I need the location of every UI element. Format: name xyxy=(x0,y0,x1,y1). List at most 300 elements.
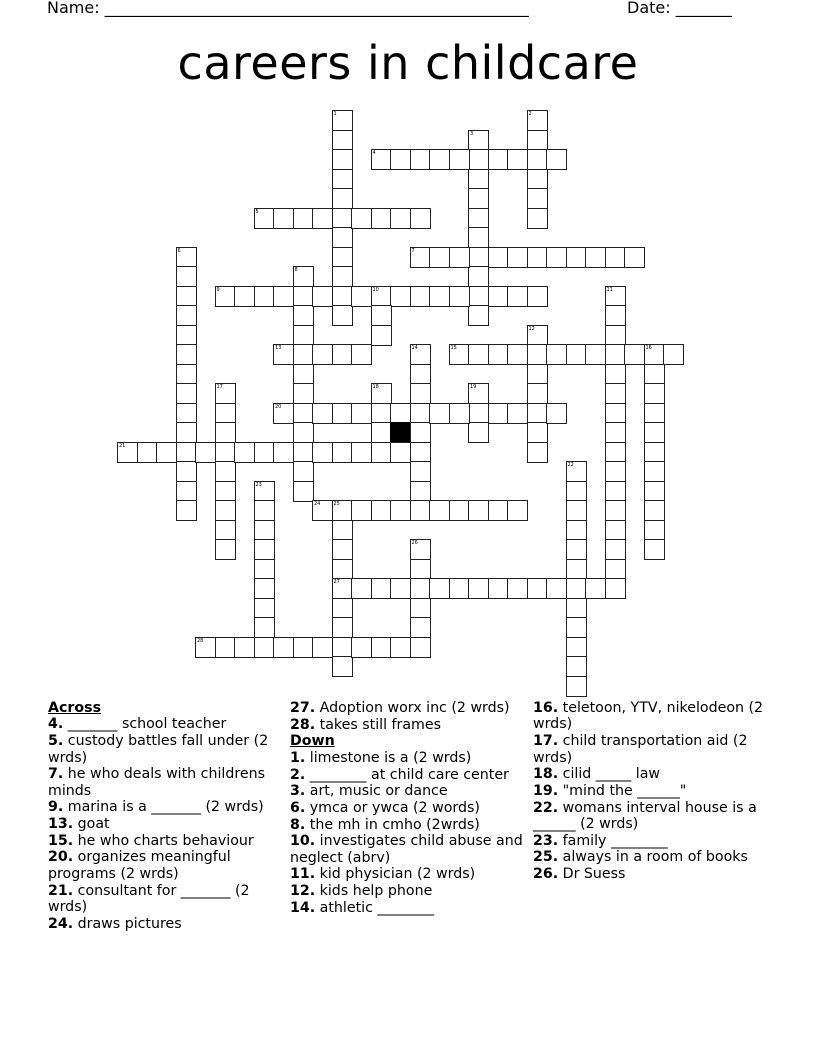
grid-cell[interactable] xyxy=(254,539,275,560)
grid-cell[interactable] xyxy=(176,286,197,307)
grid-cell[interactable] xyxy=(644,403,665,424)
clue xyxy=(48,833,270,849)
clue xyxy=(48,916,270,932)
grid-cell[interactable] xyxy=(215,442,236,463)
clue xyxy=(533,700,769,733)
grid-cell[interactable] xyxy=(293,305,314,326)
grid-cell[interactable] xyxy=(410,637,431,658)
grid-cell[interactable] xyxy=(293,461,314,482)
clue-text: ________ at child care center xyxy=(305,766,509,783)
clue-text: limestone is a (2 wrds) xyxy=(305,749,472,766)
grid-cell[interactable] xyxy=(644,500,665,521)
clue-number: 2. xyxy=(290,766,306,783)
grid-cell[interactable] xyxy=(332,578,353,599)
grid-cell[interactable] xyxy=(468,403,489,424)
grid-cell[interactable] xyxy=(488,500,509,521)
grid-cell[interactable] xyxy=(215,461,236,482)
grid-cell[interactable] xyxy=(546,344,567,365)
clue-number: 5. xyxy=(48,733,64,750)
clue-number: 7. xyxy=(48,766,64,783)
grid-cell[interactable] xyxy=(605,461,626,482)
grid-cell[interactable] xyxy=(624,344,645,365)
grid-cell[interactable] xyxy=(527,422,548,443)
grid-cell[interactable] xyxy=(488,344,509,365)
grid-cell[interactable] xyxy=(351,578,372,599)
grid-cell[interactable] xyxy=(371,325,392,346)
grid-cell[interactable] xyxy=(293,364,314,385)
grid-cell[interactable] xyxy=(176,344,197,365)
grid-cell[interactable] xyxy=(390,637,411,658)
grid-cell[interactable] xyxy=(332,500,353,521)
grid-cell[interactable] xyxy=(429,500,450,521)
grid-cell[interactable] xyxy=(332,344,353,365)
grid-cell[interactable] xyxy=(371,149,392,170)
grid-cell[interactable] xyxy=(312,208,333,229)
grid-cell[interactable] xyxy=(410,500,431,521)
grid-cell[interactable] xyxy=(566,520,587,541)
grid-cell[interactable] xyxy=(176,481,197,502)
clue xyxy=(48,799,270,815)
grid-cell[interactable] xyxy=(176,364,197,385)
grid-cell[interactable] xyxy=(410,208,431,229)
clue-number: 23. xyxy=(533,832,559,849)
grid-cell[interactable] xyxy=(605,286,626,307)
grid-cell[interactable] xyxy=(390,149,411,170)
grid-cell[interactable] xyxy=(527,130,548,151)
grid-cell[interactable] xyxy=(215,637,236,658)
clue-text: organizes meaningful programs (2 wrds) xyxy=(48,849,231,882)
grid-cell[interactable] xyxy=(195,442,216,463)
grid-cell[interactable] xyxy=(468,266,489,287)
grid-cell[interactable] xyxy=(312,500,333,521)
grid-cell[interactable] xyxy=(566,500,587,521)
grid-cell[interactable] xyxy=(566,578,587,599)
grid-cell[interactable] xyxy=(566,559,587,580)
grid-cell[interactable] xyxy=(507,500,528,521)
cell-number: 5 xyxy=(255,208,259,215)
grid-cell[interactable] xyxy=(566,637,587,658)
grid-cell[interactable] xyxy=(605,559,626,580)
grid-cell[interactable] xyxy=(332,247,353,268)
grid-cell[interactable] xyxy=(644,422,665,443)
grid-cell[interactable] xyxy=(468,500,489,521)
grid-cell[interactable] xyxy=(507,247,528,268)
grid-cell[interactable] xyxy=(176,442,197,463)
cell-number: 24 xyxy=(314,501,321,507)
grid-cell[interactable] xyxy=(527,208,548,229)
grid-cell[interactable] xyxy=(527,383,548,404)
grid-cell[interactable] xyxy=(312,344,333,365)
grid-cell[interactable] xyxy=(605,422,626,443)
grid-cell[interactable] xyxy=(312,442,333,463)
cell-number: 4 xyxy=(372,150,376,156)
grid-cell[interactable] xyxy=(254,208,275,229)
grid-cell[interactable] xyxy=(273,442,294,463)
grid-cell[interactable] xyxy=(644,539,665,560)
grid-cell[interactable] xyxy=(410,461,431,482)
grid-cell[interactable] xyxy=(371,422,392,443)
clue-text: ymca or ywca (2 words) xyxy=(305,799,480,816)
grid-cell[interactable] xyxy=(351,286,372,307)
grid-cell[interactable] xyxy=(371,305,392,326)
grid-cell[interactable] xyxy=(449,344,470,365)
grid-cell[interactable] xyxy=(410,617,431,638)
grid-cell[interactable] xyxy=(468,422,489,443)
grid-cell[interactable] xyxy=(605,539,626,560)
grid-cell[interactable] xyxy=(293,383,314,404)
grid-cell[interactable] xyxy=(527,325,548,346)
grid-cell[interactable] xyxy=(605,364,626,385)
grid-cell[interactable] xyxy=(293,442,314,463)
grid-cell[interactable] xyxy=(137,442,158,463)
grid-cell[interactable] xyxy=(293,266,314,287)
grid-cell[interactable] xyxy=(527,578,548,599)
grid-cell[interactable] xyxy=(566,539,587,560)
grid-cell[interactable] xyxy=(176,403,197,424)
grid-cell[interactable] xyxy=(293,403,314,424)
grid-cell[interactable] xyxy=(293,286,314,307)
grid-cell[interactable] xyxy=(527,403,548,424)
clue xyxy=(48,716,270,732)
grid-cell[interactable] xyxy=(566,344,587,365)
grid-cell[interactable] xyxy=(566,617,587,638)
cell-number: 25 xyxy=(333,501,340,507)
grid-cell[interactable] xyxy=(605,520,626,541)
grid-cell[interactable] xyxy=(488,578,509,599)
grid-cell[interactable] xyxy=(215,383,236,404)
grid-cell[interactable] xyxy=(410,559,431,580)
cell-number: 20 xyxy=(275,403,282,410)
grid-cell[interactable] xyxy=(410,364,431,385)
grid-cell[interactable] xyxy=(605,442,626,463)
grid-cell[interactable] xyxy=(371,578,392,599)
grid-cell[interactable] xyxy=(410,578,431,599)
grid-cell[interactable] xyxy=(468,286,489,307)
grid-cell[interactable] xyxy=(527,110,548,131)
grid-cell[interactable] xyxy=(312,403,333,424)
grid-cell[interactable] xyxy=(527,149,548,170)
grid-cell[interactable] xyxy=(234,442,255,463)
grid-cell[interactable] xyxy=(332,539,353,560)
grid-cell[interactable] xyxy=(390,286,411,307)
grid-cell[interactable] xyxy=(273,344,294,365)
grid-cell[interactable] xyxy=(585,247,606,268)
shaded-block xyxy=(390,422,410,442)
grid-cell[interactable] xyxy=(410,422,431,443)
grid-cell[interactable] xyxy=(624,247,645,268)
grid-cell[interactable] xyxy=(546,149,567,170)
grid-cell[interactable] xyxy=(176,247,197,268)
grid-cell[interactable] xyxy=(176,461,197,482)
grid-cell[interactable] xyxy=(254,442,275,463)
grid-cell[interactable] xyxy=(293,481,314,502)
grid-cell[interactable] xyxy=(293,637,314,658)
grid-cell[interactable] xyxy=(644,383,665,404)
grid-cell[interactable] xyxy=(273,208,294,229)
clue-number: 13. xyxy=(48,816,74,833)
grid-cell[interactable] xyxy=(527,442,548,463)
grid-cell[interactable] xyxy=(410,149,431,170)
grid-cell[interactable] xyxy=(215,539,236,560)
grid-cell[interactable] xyxy=(332,442,353,463)
clue xyxy=(290,750,526,766)
grid-cell[interactable] xyxy=(644,442,665,463)
grid-cell[interactable] xyxy=(488,149,509,170)
cell-number: 13 xyxy=(275,345,282,351)
grid-cell[interactable] xyxy=(566,247,587,268)
grid-cell[interactable] xyxy=(527,188,548,209)
grid-cell[interactable] xyxy=(332,559,353,580)
grid-cell[interactable] xyxy=(351,344,372,365)
grid-cell[interactable] xyxy=(644,364,665,385)
grid-cell[interactable] xyxy=(468,227,489,248)
clue-text: child transportation aid (2 wrds) xyxy=(533,733,748,766)
grid-cell[interactable] xyxy=(215,520,236,541)
grid-cell[interactable] xyxy=(390,442,411,463)
clue-number: 6. xyxy=(290,799,306,816)
grid-cell[interactable] xyxy=(312,637,333,658)
grid-cell[interactable] xyxy=(468,344,489,365)
grid-cell[interactable] xyxy=(468,305,489,326)
grid-cell[interactable] xyxy=(390,578,411,599)
grid-cell[interactable] xyxy=(215,422,236,443)
grid-cell[interactable] xyxy=(254,578,275,599)
grid-cell[interactable] xyxy=(449,578,470,599)
grid-cell[interactable] xyxy=(117,442,138,463)
grid-cell[interactable] xyxy=(449,286,470,307)
grid-cell[interactable] xyxy=(332,110,353,131)
clues-column-2 xyxy=(290,700,526,917)
clue-number: 10. xyxy=(290,833,316,850)
grid-cell[interactable] xyxy=(332,188,353,209)
grid-cell[interactable] xyxy=(254,481,275,502)
grid-cell[interactable] xyxy=(293,344,314,365)
grid-cell[interactable] xyxy=(371,286,392,307)
grid-cell[interactable] xyxy=(410,247,431,268)
grid-cell[interactable] xyxy=(527,364,548,385)
cell-number: 6 xyxy=(177,247,181,254)
grid-cell[interactable] xyxy=(410,403,431,424)
grid-cell[interactable] xyxy=(351,442,372,463)
grid-cell[interactable] xyxy=(605,305,626,326)
grid-cell[interactable] xyxy=(410,481,431,502)
grid-cell[interactable] xyxy=(605,500,626,521)
grid-cell[interactable] xyxy=(215,481,236,502)
grid-cell[interactable] xyxy=(254,617,275,638)
grid-cell[interactable] xyxy=(332,598,353,619)
grid-cell[interactable] xyxy=(449,403,470,424)
grid-cell[interactable] xyxy=(468,149,489,170)
grid-cell[interactable] xyxy=(507,286,528,307)
grid-cell[interactable] xyxy=(644,344,665,365)
clue-number: 22. xyxy=(533,799,559,816)
grid-cell[interactable] xyxy=(234,637,255,658)
grid-cell[interactable] xyxy=(468,169,489,190)
grid-cell[interactable] xyxy=(351,637,372,658)
grid-cell[interactable] xyxy=(332,130,353,151)
grid-cell[interactable] xyxy=(410,383,431,404)
grid-cell[interactable] xyxy=(332,305,353,326)
grid-cell[interactable] xyxy=(429,286,450,307)
grid-cell[interactable] xyxy=(293,208,314,229)
grid-cell[interactable] xyxy=(605,481,626,502)
grid-cell[interactable] xyxy=(273,286,294,307)
grid-cell[interactable] xyxy=(195,637,216,658)
grid-cell[interactable] xyxy=(371,637,392,658)
grid-cell[interactable] xyxy=(332,149,353,170)
grid-cell[interactable] xyxy=(176,305,197,326)
grid-cell[interactable] xyxy=(254,559,275,580)
grid-cell[interactable] xyxy=(468,130,489,151)
grid-cell[interactable] xyxy=(429,578,450,599)
grid-cell[interactable] xyxy=(176,383,197,404)
grid-cell[interactable] xyxy=(605,325,626,346)
grid-cell[interactable] xyxy=(644,481,665,502)
cell-number: 14 xyxy=(411,345,418,351)
grid-cell[interactable] xyxy=(332,169,353,190)
clue-text: teletoon, YTV, nikelodeon (2 wrds) xyxy=(533,700,764,733)
grid-cell[interactable] xyxy=(273,637,294,658)
grid-cell[interactable] xyxy=(527,247,548,268)
grid-cell[interactable] xyxy=(507,344,528,365)
page-title: careers in childcare xyxy=(177,36,639,90)
down-heading: Down xyxy=(290,733,335,750)
grid-cell[interactable] xyxy=(507,403,528,424)
grid-cell[interactable] xyxy=(468,383,489,404)
grid-cell[interactable] xyxy=(332,227,353,248)
grid-cell[interactable] xyxy=(585,344,606,365)
grid-cell[interactable] xyxy=(332,266,353,287)
name-blank: _____________________________________________________ xyxy=(104,0,529,17)
grid-cell[interactable] xyxy=(546,578,567,599)
clue xyxy=(290,866,526,882)
grid-cell[interactable] xyxy=(312,286,333,307)
grid-cell[interactable] xyxy=(429,403,450,424)
grid-cell[interactable] xyxy=(449,149,470,170)
clue-text: he who deals with childrens minds xyxy=(48,766,265,799)
grid-cell[interactable] xyxy=(371,208,392,229)
grid-cell[interactable] xyxy=(293,422,314,443)
grid-cell[interactable] xyxy=(605,403,626,424)
grid-cell[interactable] xyxy=(605,344,626,365)
grid-cell[interactable] xyxy=(332,617,353,638)
grid-cell[interactable] xyxy=(332,403,353,424)
grid-cell[interactable] xyxy=(254,637,275,658)
clue-text: goat xyxy=(73,816,110,833)
clue xyxy=(290,833,526,866)
grid-cell[interactable] xyxy=(371,500,392,521)
grid-cell[interactable] xyxy=(371,383,392,404)
grid-cell[interactable] xyxy=(234,286,255,307)
grid-cell[interactable] xyxy=(390,208,411,229)
clue-number: 15. xyxy=(48,832,74,849)
grid-cell[interactable] xyxy=(215,500,236,521)
grid-cell[interactable] xyxy=(176,500,197,521)
grid-cell[interactable] xyxy=(410,598,431,619)
grid-cell[interactable] xyxy=(215,403,236,424)
grid-cell[interactable] xyxy=(371,403,392,424)
grid-cell[interactable] xyxy=(273,403,294,424)
grid-cell[interactable] xyxy=(468,247,489,268)
grid-cell[interactable] xyxy=(566,461,587,482)
grid-cell[interactable] xyxy=(468,188,489,209)
grid-cell[interactable] xyxy=(254,598,275,619)
grid-cell[interactable] xyxy=(351,208,372,229)
grid-cell[interactable] xyxy=(605,247,626,268)
grid-cell[interactable] xyxy=(585,578,606,599)
grid-cell[interactable] xyxy=(644,461,665,482)
grid-cell[interactable] xyxy=(507,149,528,170)
grid-cell[interactable] xyxy=(390,500,411,521)
grid-cell[interactable] xyxy=(663,344,684,365)
grid-cell[interactable] xyxy=(429,149,450,170)
grid-cell[interactable] xyxy=(566,481,587,502)
grid-cell[interactable] xyxy=(468,208,489,229)
grid-cell[interactable] xyxy=(176,325,197,346)
grid-cell[interactable] xyxy=(332,637,353,658)
grid-cell[interactable] xyxy=(488,286,509,307)
grid-cell[interactable] xyxy=(566,676,587,697)
grid-cell[interactable] xyxy=(371,442,392,463)
grid-cell[interactable] xyxy=(332,656,353,677)
clue-text: takes still frames xyxy=(315,716,441,733)
grid-cell[interactable] xyxy=(527,286,548,307)
clue xyxy=(533,849,769,865)
grid-cell[interactable] xyxy=(254,500,275,521)
grid-cell[interactable] xyxy=(429,247,450,268)
grid-cell[interactable] xyxy=(410,442,431,463)
grid-cell[interactable] xyxy=(332,208,353,229)
grid-cell[interactable] xyxy=(176,266,197,287)
grid-cell[interactable] xyxy=(351,403,372,424)
grid-cell[interactable] xyxy=(254,286,275,307)
grid-cell[interactable] xyxy=(176,422,197,443)
grid-cell[interactable] xyxy=(507,578,528,599)
grid-cell[interactable] xyxy=(410,286,431,307)
grid-cell[interactable] xyxy=(410,539,431,560)
grid-cell[interactable] xyxy=(254,520,275,541)
cell-number: 1 xyxy=(333,111,337,117)
clue-number: 4. xyxy=(48,716,64,733)
clue xyxy=(290,883,526,899)
grid-cell[interactable] xyxy=(449,247,470,268)
grid-cell[interactable] xyxy=(546,403,567,424)
grid-cell[interactable] xyxy=(488,247,509,268)
grid-cell[interactable] xyxy=(488,403,509,424)
cell-number: 11 xyxy=(606,286,613,293)
grid-cell[interactable] xyxy=(527,344,548,365)
grid-cell[interactable] xyxy=(332,520,353,541)
grid-cell[interactable] xyxy=(605,383,626,404)
grid-cell[interactable] xyxy=(644,520,665,541)
grid-cell[interactable] xyxy=(332,286,353,307)
grid-cell[interactable] xyxy=(156,442,177,463)
grid-cell[interactable] xyxy=(351,500,372,521)
grid-cell[interactable] xyxy=(390,403,411,424)
clue-number: 27. xyxy=(290,700,316,716)
grid-cell[interactable] xyxy=(566,598,587,619)
grid-cell[interactable] xyxy=(527,169,548,190)
grid-cell[interactable] xyxy=(410,344,431,365)
grid-cell[interactable] xyxy=(449,500,470,521)
grid-cell[interactable] xyxy=(605,578,626,599)
grid-cell[interactable] xyxy=(215,286,236,307)
clue-number: 9. xyxy=(48,799,64,816)
grid-cell[interactable] xyxy=(293,325,314,346)
grid-cell[interactable] xyxy=(546,247,567,268)
grid-cell[interactable] xyxy=(566,656,587,677)
grid-cell[interactable] xyxy=(468,578,489,599)
